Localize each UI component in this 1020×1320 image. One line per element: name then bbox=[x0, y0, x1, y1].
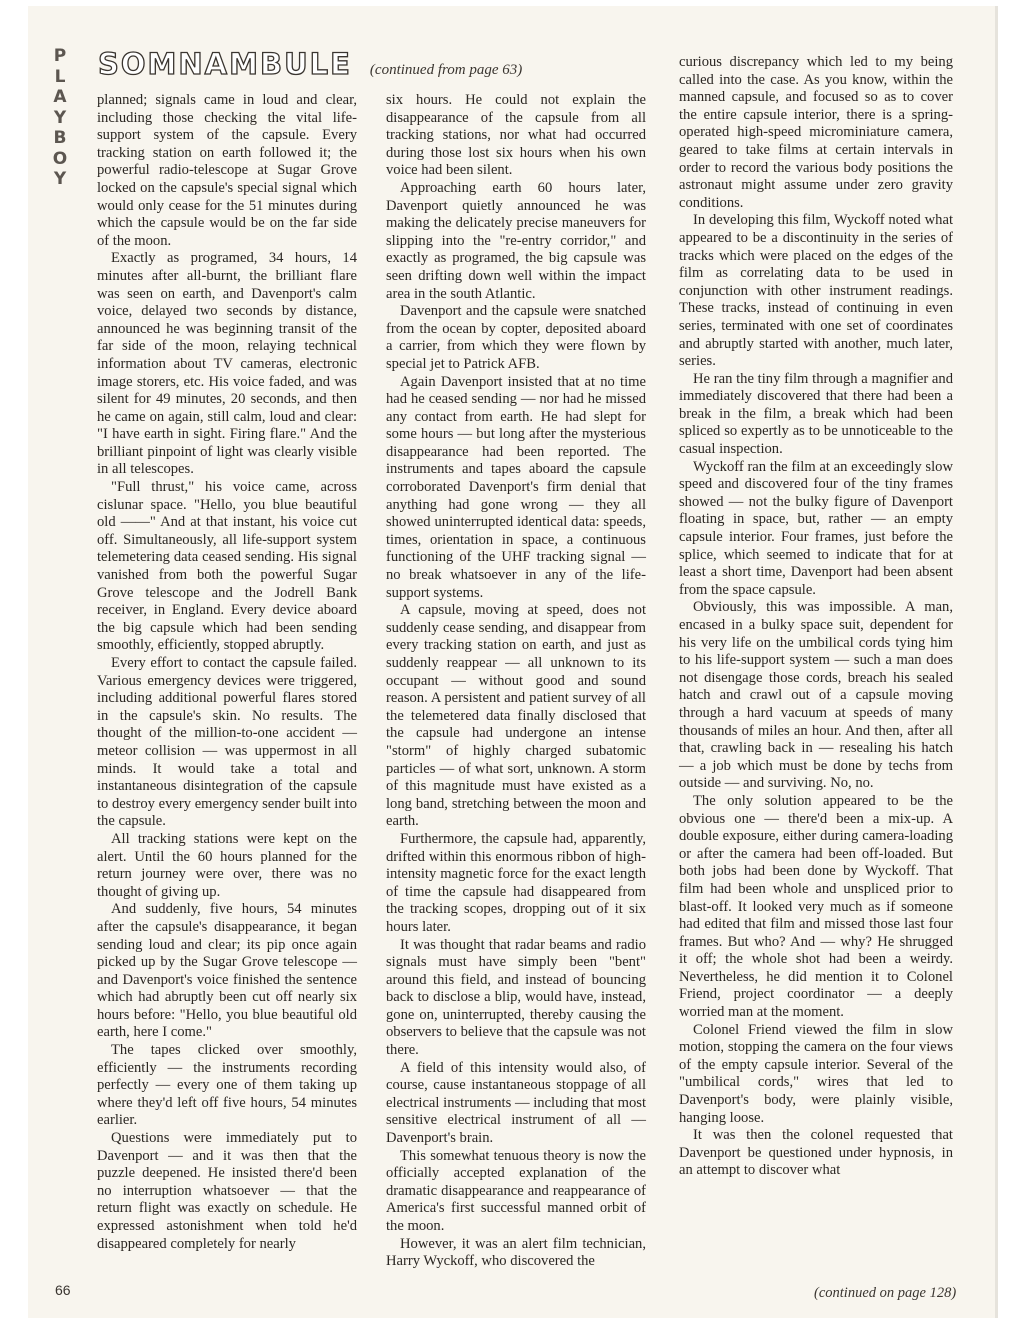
text-column-1 bbox=[97, 92, 357, 1253]
paragraph: Exactly as programed, 34 hours, 14 minutes after all-burnt, the brilliant flare was seen on earth, and Davenport's calm voice, delayed two seconds by distance, announced he was beginning transit of the far side of the moon, relaying technical information about TV cameras, electronic image storers, etc. His voice faded, and was silent for 49 minutes, 20 seconds, and then he came on again, still calm, loud and clear: "I have earth in sight. Firing flare." And the brilliant pinpoint of light was clearly visible in all telescopes. bbox=[97, 250, 357, 478]
paragraph: It was then the colonel requested that Davenport be questioned under hypnosis, in an attempt to discover what bbox=[679, 1127, 953, 1179]
paragraph: curious discrepancy which led to my being called into the case. As you know, within the manned capsule, and focused so as to cover the entire capsule interior, there is a spring-operated high-speed microminiature camera, geared to take films at certain intervals in order to record the various body positions the astronaut might assume under zero gravity conditions. bbox=[679, 54, 953, 211]
paragraph: Questions were immediately put to Davenport — and it was then that the puzzle deepened. He insisted there'd been no interruption whatsoever — that the return flight was exactly on schedule. He expressed astonishment when told he'd disappeared completely for nearly bbox=[97, 1130, 357, 1252]
continued-on-note: (continued on page 128) bbox=[814, 1285, 957, 1301]
article-title: SOMNAMBULE bbox=[98, 47, 352, 81]
paragraph: A field of this intensity would also, of course, cause instantaneous stoppage of all electrical instruments — including that most sensitive electrical instrument of all — Davenport's brain. bbox=[386, 1059, 646, 1147]
paragraph: "Full thrust," his voice came, across cislunar space. "Hello, you blue beautiful old ——" And at that instant, his voice cut off. Simultaneously, all life-support system telemetering data ceased sending. His signal vanished from both the powerful Sugar Grove telescope and the Jodrell Bank receiver, in England. Every device aboard the big capsule which had been sending smoothly, efficiently, stopped abruptly. bbox=[97, 479, 357, 654]
paragraph: Furthermore, the capsule had, apparently, drifted within this enormous ribbon of high-intensity magnetic force for the exact length of time the capsule had disappeared from the tracking scopes, dropping out of it six hours later. bbox=[386, 830, 646, 935]
paragraph: six hours. He could not explain the disappearance of the capsule from all tracking stations, nor what had occurred during those lost six hours when his own voice had been silent. bbox=[386, 92, 646, 179]
paragraph: This somewhat tenuous theory is now the officially accepted explanation of the dramatic disappearance and reappearance of America's first successful manned orbit of the moon. bbox=[386, 1147, 646, 1234]
paragraph: In developing this film, Wyckoff noted what appeared to be a discontinuity in the series of tracks which were placed on the edges of the film as correlating data to be used in conjunction with other instrument readings. These tracks, instead of continuing in even series, terminated with one set of coordinates and abruptly started with another, much later, series. bbox=[679, 212, 953, 370]
magazine-name-vertical: PLAYBOY bbox=[52, 46, 68, 189]
magazine-page bbox=[28, 6, 995, 1318]
paragraph: Davenport and the capsule were snatched from the ocean by copter, deposited aboard a carrier, from which they were flown by special jet to Patrick AFB. bbox=[386, 303, 646, 372]
paragraph: Approaching earth 60 hours later, Davenport quietly announced he was making the delicately precise maneuvers for slipping into the "re-entry corridor," and exactly as programed, the big capsule was seen drifting down well within the impact area in the south Atlantic. bbox=[386, 179, 646, 302]
paragraph: He ran the tiny film through a magnifier and immediately discovered that there had been a break in the film, a break which had been spliced so expertly as to be unnoticeable to the casual inspection. bbox=[679, 370, 953, 458]
paragraph: A capsule, moving at speed, does not suddenly cease sending, and disappear from every tracking station on earth, and just as suddenly reappear — all unknown to its occupant — without good and sound reason. A persistent and patient survey of all the telemetered data finally disclosed that the capsule had undergone an intense "storm" of highly charged subatomic particles — of what sort, unknown. A storm of this magnitude must have existed as a long band, stretching between the moon and earth. bbox=[386, 602, 646, 830]
paragraph: The only solution appeared to be the obvious one — there'd been a mix-up. A double exposure, either during camera-loading or after the camera had been off-loaded. But both jobs had been done by Wyckoff. That film had been whole and unspliced prior to blast-off. It looked very much as if someone had edited that film and missed those last four frames. But who? And — why? He shrugged it off; the whole shot had been a weirdy. Nevertheless, he did mention it to Colonel Friend, project coordinator — a deeply worried man at the moment. bbox=[679, 792, 953, 1021]
article-heading bbox=[98, 47, 522, 87]
continued-from-note: (continued from page 63) bbox=[369, 62, 523, 78]
text-column-3 bbox=[679, 54, 953, 1180]
page-number: 66 bbox=[55, 1282, 71, 1298]
paragraph: Every effort to contact the capsule failed. Various emergency devices were triggered, including additional powerful flares stored in the capsule's skin. No results. The thought of the million-to-one accident — meteor collision — was uppermost in all minds. It would take a total and instantaneous disintegration of the capsule to destroy every emergency sender built into the capsule. bbox=[97, 655, 357, 830]
paragraph: All tracking stations were kept on the alert. Until the 60 hours planned for the return journey were over, there was no thought of giving up. bbox=[97, 830, 357, 900]
text-column-2 bbox=[386, 92, 646, 1271]
paragraph: planned; signals came in loud and clear, including those checking the vital life-support system of the capsule. Every tracking station on earth followed it; the powerful radio-telescope at Sugar Grove locked on the capsule's special signal which would only cease for the 51 minutes during which the capsule would be on the far side of the moon. bbox=[97, 92, 357, 249]
paragraph: The tapes clicked over smoothly, efficiently — the instruments recording perfectly — every one of them taking up where they'd left off five hours, 54 minutes earlier. bbox=[97, 1042, 357, 1129]
paragraph: Again Davenport insisted that at no time had he ceased sending — nor had he missed any contact from earth. He had slept for some hours — but long after the mysterious disappearance had been reported. The instruments and tapes aboard the capsule corroborated Davenport's firm denial that anything had gone wrong — they all showed uninterrupted identical data: speeds, times, orientation in space, a continuous functioning of the UHF tracking signal — no break whatsoever in any of the life-support systems. bbox=[386, 373, 646, 601]
paragraph: Wyckoff ran the film at an exceedingly slow speed and discovered four of the tiny frames showed — not the bulky figure of Davenport floating in space, but, rather — an empty capsule interior. Four frames, just before the splice, which seemed to indicate that for at least a short time, Davenport had been absent from the space capsule. bbox=[679, 458, 953, 598]
paragraph: Obviously, this was impossible. A man, encased in a bulky space suit, dependent for his very life on the umbilical cords tying him to his life-support system — such a man does not disengage those cords, breach his sealed hatch and crawl out of a capsule moving through a hard vacuum at speeds of many thousands of miles an hour. And then, after all that, crawling back in — resealing his hatch — a job which must be done by techs from outside — and surviving. No, no. bbox=[679, 599, 953, 792]
paragraph: It was thought that radar beams and radio signals must have simply been "bent" around this field, and instead of bouncing back to disclose a blip, would have, instead, gone on, uninterrupted, thereby causing the observers to believe that the capsule was not there. bbox=[386, 936, 646, 1059]
paragraph: However, it was an alert film technician, Harry Wyckoff, who discovered the bbox=[386, 1235, 646, 1270]
paragraph: Colonel Friend viewed the film in slow motion, stopping the camera on the four views of the empty capsule interior. Several of the "umbilical cords," wires that led to Davenport's body, were plainly visible, hanging loose. bbox=[679, 1021, 953, 1126]
paragraph: And suddenly, five hours, 54 minutes after the capsule's disappearance, it began sending loud and clear; its pip once again picked up by the Sugar Grove telescope — and Davenport's voice finished the sentence which had abruptly been cut off nearly six hours before: "Hello, you blue beautiful old earth, here I come." bbox=[97, 901, 357, 1041]
